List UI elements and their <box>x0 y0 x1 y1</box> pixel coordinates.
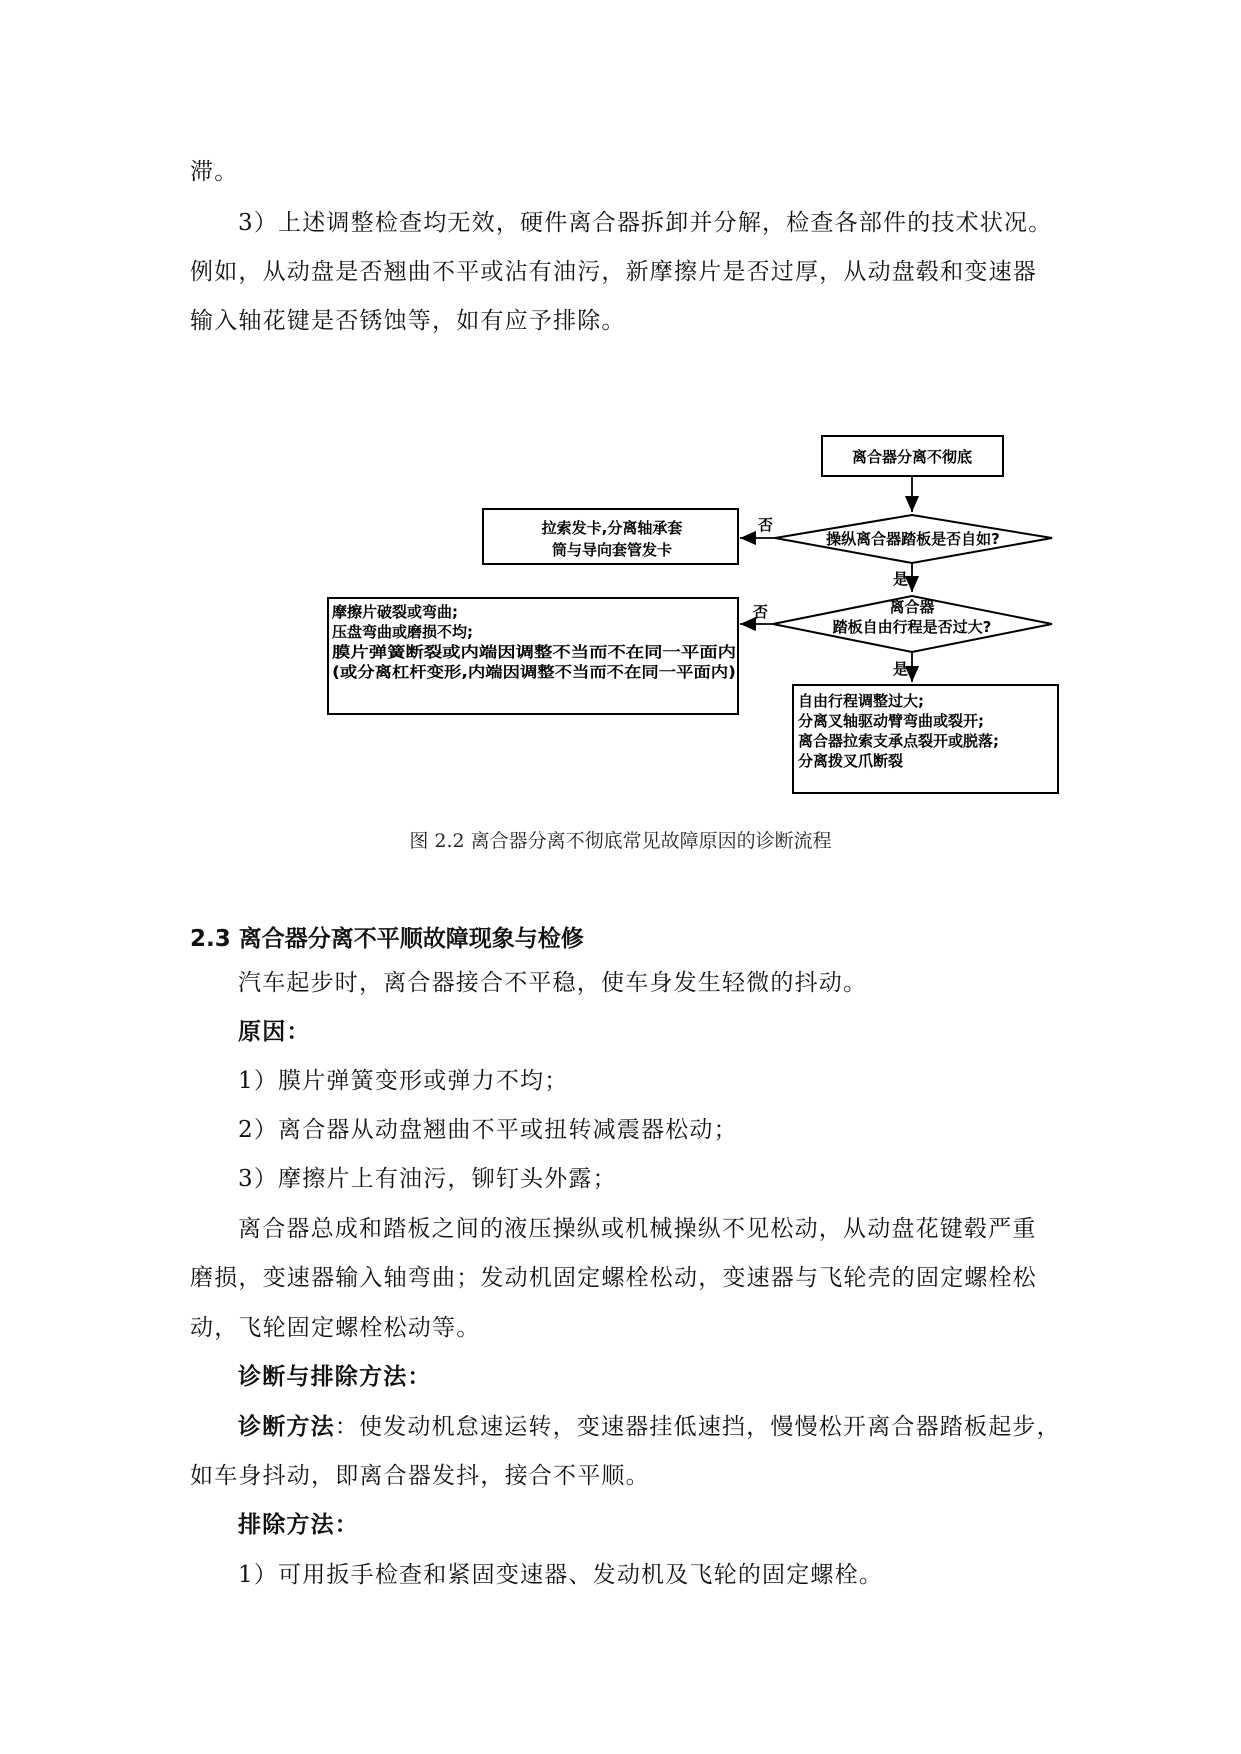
friction-disc-text: 压盘弯曲或磨损不均; <box>332 623 473 641</box>
branch-no-label: 否 <box>758 516 774 534</box>
text-line: 输入轴花键是否锈蚀等，如有应予排除。 <box>190 308 626 334</box>
text-line: 离合器总成和踏板之间的液压操纵或机械操纵不见松动，从动盘花键毂严重 <box>238 1216 1037 1242</box>
free-travel-text: 分离拨叉爪断裂 <box>798 752 904 770</box>
free-travel-text: 自由行程调整过大; <box>798 692 924 710</box>
cable-stuck-text: 拉索发卡,分离轴承套 <box>541 519 683 537</box>
text-line: 滞。 <box>190 159 239 185</box>
question-free-travel-text: 踏板自由行程是否过大? <box>832 618 992 636</box>
branch-no-label: 否 <box>753 603 769 621</box>
free-travel-text: 离合器拉索支承点裂开或脱落; <box>798 732 999 750</box>
list-item: 3）摩擦片上有油污，铆钉头外露； <box>238 1166 617 1192</box>
start-box-text: 离合器分离不彻底 <box>851 448 973 466</box>
question-pedal-free-text: 操纵离合器踏板是否自如? <box>826 530 1000 548</box>
section-heading: 2.3 离合器分离不平顺故障现象与检修 <box>190 926 584 952</box>
reason-label: 原因： <box>238 1019 311 1045</box>
diagnosis-label: 诊断方法 <box>238 1414 335 1440</box>
list-item: 2）离合器从动盘翘曲不平或扭转减震器松动； <box>238 1117 738 1143</box>
text-line <box>238 1412 1118 1442</box>
list-item: 1）可用扳手检查和紧固变速器、发动机及飞轮的固定螺栓。 <box>238 1562 884 1588</box>
question-free-travel-text: 离合器 <box>889 598 935 616</box>
cable-stuck-text: 筒与导向套管发卡 <box>551 541 673 559</box>
fix-heading: 排除方法： <box>238 1512 359 1538</box>
diagnosis-heading: 诊断与排除方法： <box>238 1364 432 1390</box>
text-line: 动，飞轮固定螺栓松动等。 <box>190 1315 481 1341</box>
branch-yes-label: 是 <box>893 570 909 588</box>
text-line: 3）上述调整检查均无效，硬件离合器拆卸并分解，检查各部件的技术状况。 <box>238 210 1053 236</box>
branch-yes-label: 是 <box>893 660 909 678</box>
friction-disc-text: 膜片弹簧断裂或内端因调整不当而不在同一平面内 <box>332 643 736 661</box>
text-line: 例如，从动盘是否翘曲不平或沾有油污，新摩擦片是否过厚，从动盘毂和变速器 <box>190 259 1037 285</box>
friction-disc-text: (或分离杠杆变形,内端因调整不当而不在同一平面内) <box>332 663 736 681</box>
friction-disc-text: 摩擦片破裂或弯曲; <box>332 603 458 621</box>
text-line: 汽车起步时，离合器接合不平稳，使车身发生轻微的抖动。 <box>238 970 868 996</box>
diagnosis-text: ：使发动机怠速运转，变速器挂低速挡，慢慢松开离合器踏板起步， <box>334 1414 1061 1440</box>
free-travel-text: 分离叉轴驱动臂弯曲或裂开; <box>798 712 984 730</box>
diagnosis-flowchart <box>0 0 1241 820</box>
text-line: 如车身抖动，即离合器发抖，接合不平顺。 <box>190 1463 650 1489</box>
list-item: 1）膜片弹簧变形或弹力不均； <box>238 1068 569 1094</box>
figure-caption: 图 2.2 离合器分离不彻底常见故障原因的诊断流程 <box>409 830 832 852</box>
text-line: 磨损，变速器输入轴弯曲；发动机固定螺栓松动，变速器与飞轮壳的固定螺栓松 <box>190 1265 1037 1291</box>
